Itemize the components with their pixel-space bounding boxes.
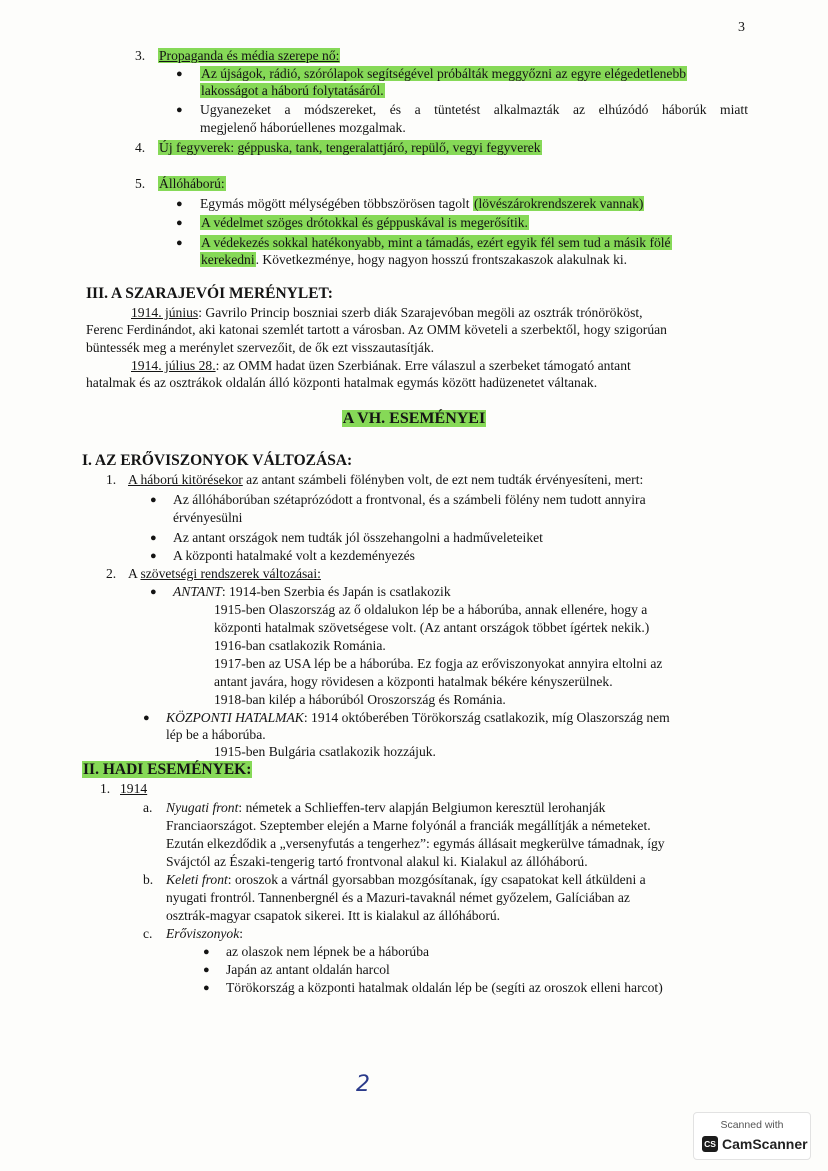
bullet-text: lakosságot a háború folytatásáról. bbox=[201, 83, 384, 98]
item-number: 5. bbox=[135, 176, 146, 191]
item-number: 3. bbox=[135, 48, 146, 63]
antant-line: antant javára, hogy rövidesen a központi hatalmak békére kényszerülnek. bbox=[214, 674, 613, 689]
paragraph-line: hatalmak és az osztrákok oldalán álló központi hatalmak egymás között hadüzenetet váltanak. bbox=[86, 375, 598, 390]
eastern-front-line: nyugati frontról. Tannenbergnél és a Mazuri-tavaknál német győzelem, Galíciában az bbox=[166, 890, 630, 905]
bullet-text: érvényesülni bbox=[173, 510, 243, 525]
bullet-text: Egymás mögött mélységében többszörösen tagolt (lövészárokrendszerek vannak) bbox=[200, 196, 644, 211]
item-letter: b. bbox=[143, 872, 154, 887]
antant-line: 1918-ban kilép a háborúból Oroszország és Románia. bbox=[214, 692, 506, 707]
events-title: A VH. ESEMÉNYEI bbox=[342, 410, 486, 427]
antant-line: központi hatalmak szövetségese volt. (Az antant országok többet ígértek nekik.) bbox=[214, 620, 650, 635]
section-heading: III. A SZARAJEVÓI MERÉNYLET: bbox=[86, 285, 333, 302]
section-heading: II. HADI ESEMÉNYEK: bbox=[83, 761, 252, 778]
paragraph-line: büntessék meg a merénylet szervezőit, de ők ezt visszautasítják. bbox=[86, 340, 435, 355]
section-title: Propaganda és média szerepe nő: bbox=[159, 48, 340, 63]
central-powers-line: lép be a háborúba. bbox=[166, 727, 266, 742]
bullet-text: A védekezés sokkal hatékonyabb, mint a támadás, ezért egyik fél sem tud a másik fölé bbox=[201, 235, 671, 250]
handwritten-page-number: 2 bbox=[356, 1072, 370, 1097]
bullet-text: az olaszok nem lépnek be a háborúba bbox=[226, 944, 430, 959]
bullet-text: Japán az antant oldalán harcol bbox=[226, 962, 390, 977]
bullet-icon: ● bbox=[143, 712, 150, 724]
bullet-icon: ● bbox=[176, 68, 183, 80]
item-number: 2. bbox=[106, 566, 117, 581]
paragraph-line: 1914. június: Gavrilo Princip boszniai szerb diák Szarajevóban megöli az osztrák trónörököst, bbox=[131, 305, 643, 320]
central-powers-line: 1915-ben Bulgária csatlakozik hozzájuk. bbox=[214, 744, 436, 759]
bullet-icon: ● bbox=[150, 494, 157, 506]
item-letter: a. bbox=[143, 800, 153, 815]
section-heading: I. AZ ERŐVISZONYOK VÁLTOZÁSA: bbox=[82, 452, 353, 469]
bullet-text: Az újságok, rádió, szórólapok segítségével próbálták meggyőzni az egyre elégedetlenebb bbox=[201, 66, 687, 81]
western-front-line: Franciaországot. Szeptember elején a Marne folyónál a franciák megállítják a németeket. bbox=[166, 818, 651, 833]
year-label: 1914 bbox=[120, 781, 148, 796]
paragraph-line: Ferenc Ferdinándot, aki katonai szemlét tartott a városban. Az OMM követeli a szerbektől, hogy szigorúan bbox=[86, 322, 667, 337]
central-powers-line: KÖZPONTI HATALMAK: 1914 októberében Törökország csatlakozik, míg Olaszország nem bbox=[166, 710, 670, 725]
bullet-icon: ● bbox=[203, 964, 210, 976]
scanner-badge-caption: Scanned with bbox=[720, 1119, 784, 1131]
paragraph-line: 1914. július 28.: az OMM hadat üzen Szerbiának. Erre válaszul a szerbeket támogató antant bbox=[131, 358, 631, 373]
scanner-badge-brand: CamScanner bbox=[722, 1136, 808, 1152]
antant-line: 1917-ben az USA lép be a háborúba. Ez fogja az erőviszonyokat annyira eltolni az bbox=[214, 656, 663, 671]
antant-line: 1916-ban csatlakozik Románia. bbox=[214, 638, 386, 653]
bullet-icon: ● bbox=[150, 532, 157, 544]
page-number: 3 bbox=[738, 20, 745, 35]
bullet-icon: ● bbox=[176, 237, 183, 249]
bullet-text: A központi hatalmaké volt a kezdeményezés bbox=[173, 548, 415, 563]
section-title: Új fegyverek: géppuska, tank, tengeralattjáró, repülő, vegyi fegyverek bbox=[159, 140, 541, 155]
item-letter: c. bbox=[143, 926, 153, 941]
item-number: 1. bbox=[106, 472, 117, 487]
bullet-icon: ● bbox=[176, 104, 183, 116]
scanner-badge bbox=[693, 1112, 811, 1160]
bullet-icon: ● bbox=[203, 982, 210, 994]
bullet-text: Az állóháborúban szétaprózódott a frontvonal, és a számbeli fölény nem tudott annyira bbox=[173, 492, 646, 507]
western-front-line: Ezután elkezdődik a „versenyfutás a tengerhez”: egymás állásait megkerülve támadnak, így bbox=[166, 836, 665, 851]
western-front-line: Nyugati front: németek a Schlieffen-terv alapján Belgiumon keresztül lerohanják bbox=[166, 800, 606, 815]
bullet-icon: ● bbox=[176, 198, 183, 210]
eastern-front-line: osztrák-magyar csapatok sikerei. Itt is kialakul az állóháború. bbox=[166, 908, 501, 923]
item-text: A háború kitörésekor az antant számbeli fölényben volt, de ezt nem tudták érvényesíteni, mert: bbox=[128, 472, 644, 487]
forces-label: Erőviszonyok: bbox=[166, 926, 244, 941]
bullet-icon: ● bbox=[203, 946, 210, 958]
camscanner-logo-icon: CS bbox=[702, 1136, 718, 1152]
bullet-text: Az antant országok nem tudták jól összehangolni a hadműveleteiket bbox=[173, 530, 543, 545]
antant-line: ANTANT: 1914-ben Szerbia és Japán is csatlakozik bbox=[173, 584, 451, 599]
bullet-text: megjelenő háborúellenes mozgalmak. bbox=[200, 120, 406, 135]
eastern-front-line: Keleti front: oroszok a vártnál gyorsabban mozgósítanak, így csapatokat kell átküldeni a bbox=[166, 872, 646, 887]
antant-line: 1915-ben Olaszország az ő oldalukon lép be a háborúba, annak ellenére, hogy a bbox=[214, 602, 648, 617]
bullet-icon: ● bbox=[176, 217, 183, 229]
item-text: A szövetségi rendszerek változásai: bbox=[128, 566, 321, 581]
item-number: 1. bbox=[100, 781, 111, 796]
bullet-text: kerekedni. Következménye, hogy nagyon hosszú frontszakaszok alakulnak ki. bbox=[201, 252, 628, 267]
item-number: 4. bbox=[135, 140, 146, 155]
bullet-icon: ● bbox=[150, 550, 157, 562]
section-title: Állóháború: bbox=[159, 176, 225, 191]
bullet-icon: ● bbox=[150, 586, 157, 598]
bullet-text: Törökország a központi hatalmak oldalán lép be (segíti az oroszok elleni harcot) bbox=[226, 980, 663, 995]
bullet-text: Ugyanezeket a módszereket, és a tüntetést alkalmazták az elhúzódó háborúk miatt bbox=[200, 102, 748, 117]
bullet-text: A védelmet szöges drótokkal és géppuskával is megerősítik. bbox=[201, 215, 528, 230]
western-front-line: Svájctól az Északi-tengerig tartó frontvonal alakul ki. Kialakul az állóháború. bbox=[166, 854, 588, 869]
